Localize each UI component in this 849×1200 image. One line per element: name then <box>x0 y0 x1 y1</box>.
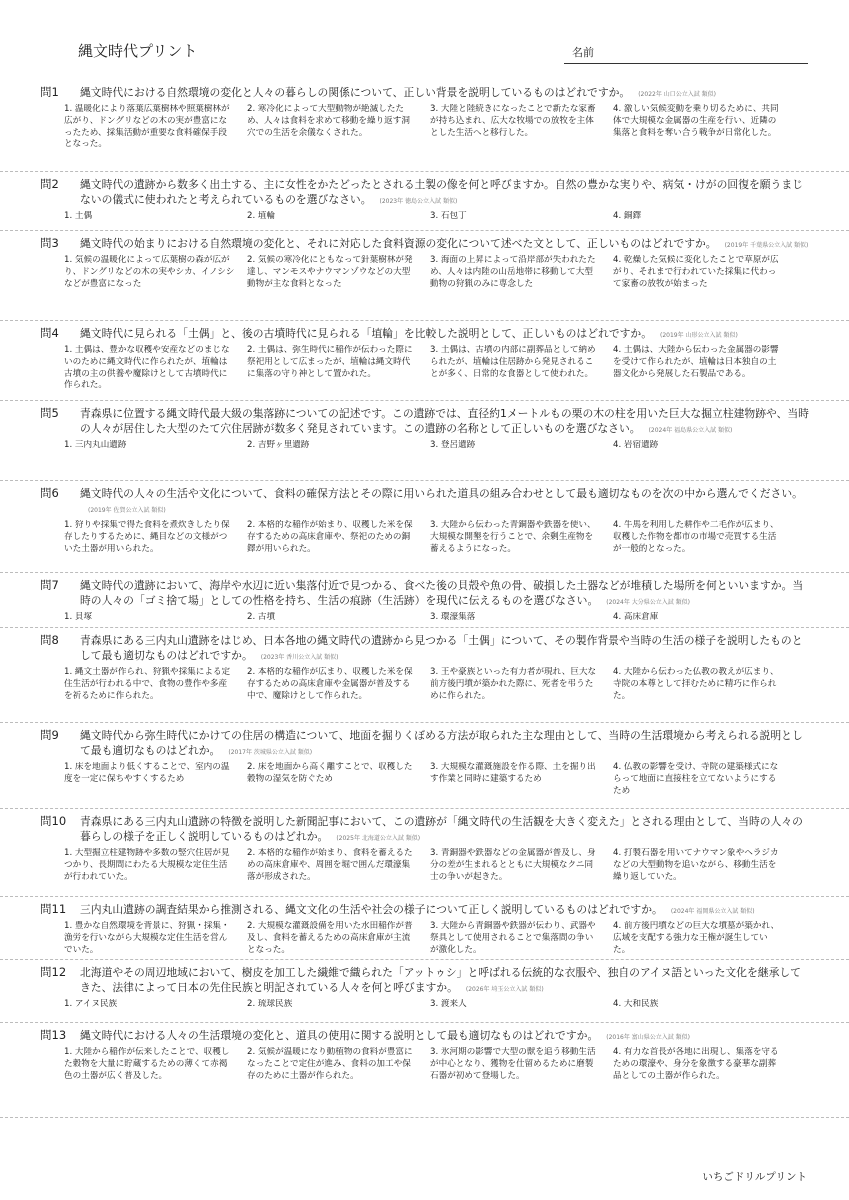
question-source: (2022年 山口公立入試 類似) <box>638 91 716 98</box>
question-number: 問11 <box>40 902 67 916</box>
answer-choice-4: 4. 有力な首長が各地に出現し、集落を守るための環濠や、身分を象徴する豪華な副葬品としての土器が作られた。 <box>613 1047 779 1081</box>
question-text <box>80 728 809 760</box>
answer-choice-1: 1. 土偶 <box>64 211 93 221</box>
question-block <box>0 1023 849 1118</box>
question-text <box>80 633 809 665</box>
choice-row <box>40 440 809 452</box>
answer-choice-3: 3. 大陸から伝わった青銅器や鉄器を使い、大規模な開墾を行うことで、余剰生産物を蓄えるようになった。 <box>430 520 596 554</box>
question-text <box>80 486 809 518</box>
footer-brand: いちごドリルプリント <box>702 1171 807 1183</box>
question-source: (2026年 埼玉公立入試 類似) <box>465 986 544 993</box>
page-title: 縄文時代プリント <box>78 42 198 60</box>
choice-row <box>40 921 809 956</box>
answer-choice-2: 2. 気候の寒冷化にともなって針葉樹林が発達し、マンモスやナウマンゾウなどの大型動物が主な食料となった <box>247 255 413 289</box>
question-head <box>40 406 809 438</box>
answer-choice-3: 3. 氷河期の影響で大型の獣を追う移動生活が中心となり、獲物を仕留めるために磨製石器が初めて登場した。 <box>430 1047 596 1081</box>
answer-choice-3: 3. 土偶は、古墳の内部に副葬品として納められたが、埴輪は住居跡から発見されることが多く、日常的な食器として使われた。 <box>430 345 596 379</box>
answer-choice-1: 1. 狩りや採集で得た食料を煮炊きしたり保存したりするために、縄目などの文様がついた土器が用いられた。 <box>64 520 230 554</box>
question-source: (2024年 福島県公立入試 類似) <box>648 427 733 434</box>
answer-choice-4: 4. 乾燥した気候に変化したことで草原が広がり、それまで行われていた採集に代わって家畜の放牧が始まった <box>613 255 779 289</box>
answer-choice-2: 2. 本格的な稲作が始まり、食料を蓄えるための高床倉庫や、周囲を堀で囲んだ環濠集落が形成された。 <box>247 848 413 882</box>
question-head <box>40 177 809 209</box>
question-number: 問13 <box>40 1028 67 1042</box>
question-block <box>0 231 849 321</box>
question-head <box>40 1028 809 1045</box>
answer-choice-1: 1. 豊かな自然環境を背景に、狩猟・採集・漁労を行いながら大規模な定住生活を営んでいた。 <box>64 921 230 955</box>
question-text <box>80 85 809 102</box>
answer-choice-1: 1. 貝塚 <box>64 612 93 622</box>
answer-choice-2: 2. 気候が温暖になり動植物の食料が豊富になったことで定住が進み、食料の加工や保存のために土器が作られた。 <box>247 1047 413 1081</box>
question-source: (2023年 徳島公立入試 類似) <box>379 198 458 205</box>
choice-row <box>40 345 809 392</box>
question-body: 縄文時代における人々の生活環境の変化と、道具の使用に関する説明として最も適切なものはどれですか。 <box>80 1029 599 1042</box>
choice-row <box>40 1047 809 1082</box>
question-head <box>40 578 809 610</box>
answer-choice-2: 2. 本格的な稲作が広まり、収穫した米を保存するための高床倉庫や金属器が普及する中で、魔除けとして作られた。 <box>247 667 413 701</box>
answer-choice-4: 4. 高床倉庫 <box>613 612 659 622</box>
answer-choice-3: 3. 大陸と陸続きになったことで新たな家畜が持ち込まれ、広大な牧場での放牧を主体とした生活へと移行した。 <box>430 104 596 138</box>
question-number: 問10 <box>40 814 67 828</box>
question-number: 問1 <box>40 85 59 99</box>
question-block <box>0 960 849 1023</box>
answer-choice-3: 3. 海面の上昇によって沿岸部が失われたため、人々は内陸の山岳地帯に移動して大型動物の狩猟のみに専念した <box>430 255 596 289</box>
answer-choice-4: 4. 銅鐸 <box>613 211 642 221</box>
answer-choice-1: 1. 温暖化により落葉広葉樹林や照葉樹林が広がり、ドングリなどの木の実が豊富になったため、採集活動が重要な食料確保手段となった。 <box>64 104 230 150</box>
question-block <box>0 628 849 723</box>
choice-row <box>40 848 809 883</box>
question-number: 問4 <box>40 326 59 340</box>
answer-choice-4: 4. 激しい気候変動を乗り切るために、共同体で大規模な金属器の生産を行い、近隣の集落と食料を奪い合う戦争が日常化した。 <box>613 104 779 138</box>
answer-choice-3: 3. 環濠集落 <box>430 612 476 622</box>
answer-choice-1: 1. 三内丸山遺跡 <box>64 440 127 450</box>
question-text <box>80 902 809 919</box>
answer-choice-1: 1. 縄文土器が作られ、狩猟や採集による定住生活が行われる中で、食物の豊作や多産を祈るために作られた。 <box>64 667 231 701</box>
question-block <box>0 573 849 628</box>
question-body: 縄文時代の人々の生活や文化について、食料の確保方法とその際に用いられた道具の組み合わせとして最も適切なものを次の中から選んでください。 <box>80 487 803 500</box>
answer-choice-4: 4. 岩宿遺跡 <box>613 440 659 450</box>
question-body: 北海道やその周辺地域において、樹皮を加工した繊維で織られた「アットゥシ」と呼ばれる伝統的な衣服や、独自のアイヌ語といった文化を継承してきた、法律によって日本の先住民族と明記されている人々を何と呼びますか。 <box>80 966 801 994</box>
question-head <box>40 85 809 102</box>
question-source: (2024年 福岡県公立入試 類似) <box>670 908 755 915</box>
choice-row <box>40 104 809 151</box>
question-text <box>80 326 809 343</box>
question-text <box>80 406 809 438</box>
choice-row <box>40 520 809 555</box>
question-source: (2025年 北海道公立入試 類似) <box>336 835 421 842</box>
question-body: 青森県にある三内丸山遺跡の特徴を説明した新聞記事において、この遺跡が「縄文時代の生活観を大きく変えた」とされる理由として、当時の人々の暮らしの様子を正しく説明しているものはどれか。 <box>80 815 803 843</box>
answer-choice-1: 1. 気候の温暖化によって広葉樹の森が広がり、ドングリなどの木の実やシカ、イノシシなどが豊富になった <box>64 255 235 289</box>
answer-choice-3: 3. 石包丁 <box>430 211 467 221</box>
answer-choice-4: 4. 牛馬を利用した耕作や二毛作が広まり、収穫した作物を都市の市場で売買する生活が一般的となった。 <box>613 520 779 554</box>
choice-row <box>40 255 809 290</box>
question-source: (2019年 佐賀公立入試 類似) <box>88 507 166 514</box>
choice-row <box>40 762 809 797</box>
question-source: (2024年 大分県公立入試 類似) <box>606 599 691 606</box>
question-head <box>40 326 809 343</box>
question-body: 縄文時代における自然環境の変化と人々の暮らしの関係について、正しい背景を説明しているものはどれですか。 <box>80 86 631 99</box>
answer-choice-2: 2. 埴輪 <box>247 211 276 221</box>
answer-choice-1: 1. 大型掘立柱建物跡や多数の竪穴住居が見つかり、長期間にわたる大規模な定住生活が行われていた。 <box>64 848 230 882</box>
question-block <box>0 401 849 481</box>
question-number: 問7 <box>40 578 59 592</box>
answer-choice-2: 2. 床を地面から高く離すことで、収穫した穀物の湿気を防ぐため <box>247 762 413 784</box>
question-body: 縄文時代の始まりにおける自然環境の変化と、それに対応した食料資源の変化について述べた文として、正しいものはどれですか。 <box>80 237 717 250</box>
question-block <box>0 897 849 960</box>
question-source: (2019年 千葉県公立入試 類似) <box>724 242 809 249</box>
question-number: 問5 <box>40 406 59 420</box>
question-head <box>40 633 809 665</box>
choice-row <box>40 612 809 624</box>
question-block <box>0 172 849 231</box>
answer-choice-3: 3. 大規模な灌漑施設を作る際、土を掘り出す作業と同時に建築するため <box>430 762 596 784</box>
question-head <box>40 236 809 253</box>
answer-choice-2: 2. 琉球民族 <box>247 999 293 1009</box>
question-number: 問6 <box>40 486 59 500</box>
question-block <box>0 80 849 172</box>
answer-choice-3: 3. 王や豪族といった有力者が現れ、巨大な前方後円墳が築かれた際に、死者を弔うために作られた。 <box>430 667 597 701</box>
answer-choice-4: 4. 土偶は、大陸から伝わった金属器の影響を受けて作られたが、埴輪は日本独自の土器文化から発展した石製品である。 <box>613 345 779 379</box>
question-text <box>80 965 809 997</box>
question-body: 縄文時代に見られる「土偶」と、後の古墳時代に見られる「埴輪」を比較した説明として、正しいものはどれですか。 <box>80 327 653 340</box>
answer-choice-2: 2. 大規模な灌漑設備を用いた水田稲作が普及し、食料を蓄えるための高床倉庫が主流となった。 <box>247 921 413 955</box>
choice-row <box>40 667 809 702</box>
answer-choice-2: 2. 吉野ヶ里遺跡 <box>247 440 310 450</box>
question-text <box>80 814 809 846</box>
question-text <box>80 177 809 209</box>
choice-row <box>40 211 809 223</box>
question-number: 問12 <box>40 965 67 979</box>
answer-choice-1: 1. 大陸から稲作が伝来したことで、収穫した穀物を大量に貯蔵するための薄くて赤褐色の土器が広く普及した。 <box>64 1047 230 1081</box>
question-text <box>80 1028 809 1045</box>
answer-choice-2: 2. 本格的な稲作が始まり、収穫した米を保存するための高床倉庫や、祭祀のための銅鐸が用いられた。 <box>247 520 413 554</box>
answer-choice-2: 2. 古墳 <box>247 612 276 622</box>
answer-choice-3: 3. 渡来人 <box>430 999 467 1009</box>
question-number: 問8 <box>40 633 59 647</box>
question-block <box>0 481 849 573</box>
question-text <box>80 236 809 253</box>
answer-choice-3: 3. 大陸から青銅器や鉄器が伝わり、武器や祭具として使用されることで集落間の争いが激化した。 <box>430 921 596 955</box>
question-body: 縄文時代の遺跡から数多く出土する、主に女性をかたどったとされる土製の像を何と呼びますか。自然の豊かな実りや、病気・けがの回復を願うまじないの儀式に使われたと考えられているものを選びなさい。 <box>80 178 803 206</box>
question-source: (2017年 茨城県公立入試 類似) <box>228 749 313 756</box>
question-source: (2019年 山形公立入試 類似) <box>660 332 738 339</box>
answer-choice-3: 3. 登呂遺跡 <box>430 440 476 450</box>
question-body: 三内丸山遺跡の調査結果から推測される、縄文文化の生活や社会の様子について正しく説明しているものはどれですか。 <box>80 903 663 916</box>
question-head <box>40 486 809 518</box>
question-block <box>0 723 849 809</box>
question-block <box>0 809 849 897</box>
question-head <box>40 814 809 846</box>
question-body: 青森県にある三内丸山遺跡をはじめ、日本各地の縄文時代の遺跡から見つかる「土偶」について、その製作背景や当時の生活の様子を説明したものとして最も適切なものはどれですか。 <box>80 634 803 662</box>
answer-choice-4: 4. 大和民族 <box>613 999 659 1009</box>
question-body: 青森県に位置する縄文時代最大級の集落跡についての記述です。この遺跡では、直径約1メートルもの栗の木の柱を用いた巨大な掘立柱建物跡や、当時の人々が居住した大型のたて穴住居跡が数多く発見されています。この遺跡の名称として正しいものを選びなさい。 <box>80 407 809 435</box>
question-text <box>80 578 809 610</box>
answer-choice-1: 1. 床を地面より低くすることで、室内の温度を一定に保ちやすくするため <box>64 762 230 784</box>
question-head <box>40 728 809 760</box>
answer-choice-4: 4. 打製石器を用いてナウマン象やヘラジカなどの大型動物を追いながら、移動生活を繰り返していた。 <box>613 848 779 882</box>
name-write-line <box>564 63 808 64</box>
question-head <box>40 965 809 997</box>
answer-choice-3: 3. 青銅器や鉄器などの金属器が普及し、身分の差が生まれるとともに大規模なクニ同士の争いが起きた。 <box>430 848 596 882</box>
answer-choice-1: 1. アイヌ民族 <box>64 999 118 1009</box>
question-block <box>0 321 849 401</box>
question-source: (2023年 香川公立入試 類似) <box>260 654 339 661</box>
question-body: 縄文時代の遺跡において、海岸や水辺に近い集落付近で見つかる、食べた後の貝殻や魚の骨、破損した土器などが堆積した場所を何といいますか。当時の人々の「ゴミ捨て場」としての性格を持ち、生活の痕跡（生活跡）を現代に伝えるものを選びなさい。 <box>80 579 804 607</box>
question-number: 問3 <box>40 236 59 250</box>
answer-choice-4: 4. 大陸から伝わった仏教の教えが広まり、寺院の本尊として拝むために精巧に作られた。 <box>613 667 779 701</box>
question-number: 問9 <box>40 728 59 742</box>
question-head <box>40 902 809 919</box>
question-source: (2016年 富山県公立入試 類似) <box>606 1034 691 1041</box>
answer-choice-1: 1. 土偶は、豊かな収穫や安産などのまじないのために縄文時代に作られたが、埴輪は古墳の主の供養や魔除けとして古墳時代に作られた。 <box>64 345 230 391</box>
page-header <box>0 0 849 70</box>
choice-row <box>40 999 809 1011</box>
question-list <box>0 80 849 1118</box>
question-body: 縄文時代から弥生時代にかけての住居の構造について、地面を掘りくぼめる方法が取られた主な理由として、当時の生活環境から考えられる説明として最も適切なものはどれか。 <box>80 729 803 757</box>
answer-choice-4: 4. 仏教の影響を受け、寺院の建築様式にならって地面に直接柱を立てないようにするため <box>613 762 779 796</box>
answer-choice-2: 2. 寒冷化によって大型動物が絶滅したため、人々は食料を求めて移動を繰り返す洞穴での生活を余儀なくされた。 <box>247 104 410 138</box>
answer-choice-4: 4. 前方後円墳などの巨大な墳墓が築かれ、広域を支配する強力な王権が誕生していた。 <box>613 921 780 955</box>
answer-choice-2: 2. 土偶は、弥生時代に稲作が伝わった際に祭祀用として広まったが、埴輪は縄文時代に集落の守り神として置かれた。 <box>247 345 413 379</box>
name-label: 名前 <box>572 46 594 59</box>
question-number: 問2 <box>40 177 59 191</box>
